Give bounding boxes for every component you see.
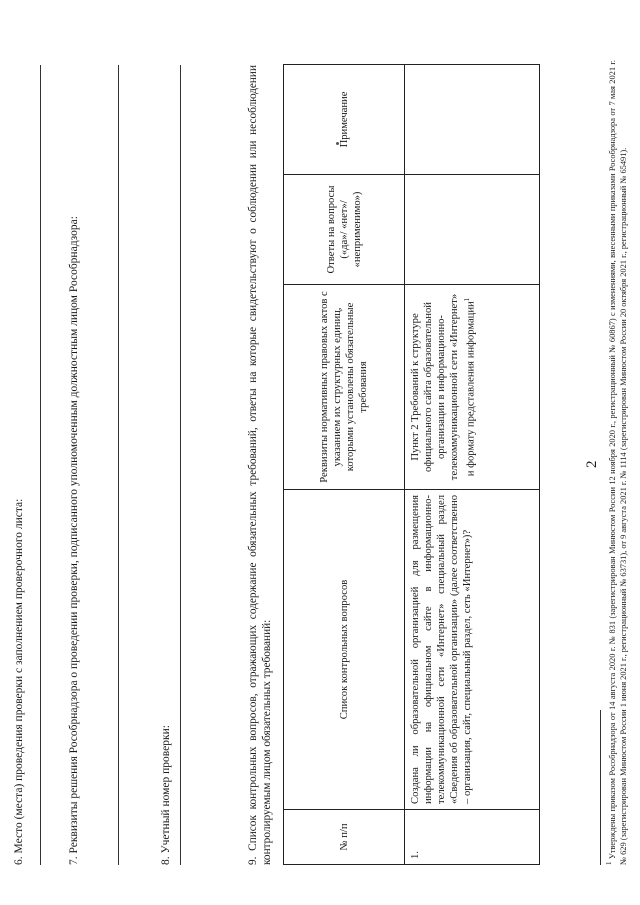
field-registration-number-line <box>180 65 181 865</box>
footnote-ref: 1 <box>463 297 471 302</box>
field-inspection-place-line <box>40 65 41 865</box>
field-decision-requisites-line <box>118 65 119 865</box>
footnote-marker: 1 <box>605 861 613 865</box>
scan-speck <box>336 142 339 145</box>
row-note-cell[interactable] <box>405 65 540 175</box>
field-decision-requisites-label: 7. Реквизиты решения Рособрнадзора о проведении проверки, подписанного уполномоченным должностным лицом Рособрнадзора: <box>68 216 80 865</box>
footnote-separator <box>600 710 601 865</box>
row-question: Создана ли образовательной организацией для размещения информации на официальном сайте в информационно-телекоммуникационной сети «Интернет» специальный раздел «Сведения об образовательной организации» (далее соответственно – организация, сайт, специальный раздел, сеть «Интернет»)? <box>405 490 540 810</box>
header-note: Примечание <box>284 65 405 175</box>
checklist-intro: 9. Список контрольных вопросов, отражающих содержание обязательных требований, ответы на которые свидетельствуют о соблюдении или несоблюдении контролируемым лицом обязательных требований: <box>247 65 273 865</box>
row-answer-cell[interactable] <box>405 175 540 285</box>
footnote <box>604 60 629 865</box>
header-requisites: Реквизиты нормативных правовых актов с указанием их структурных единиц, которыми установлены обязательные требования <box>284 285 405 490</box>
row-requisites <box>405 285 540 490</box>
header-answers: Ответы на вопросы («да»/ «нет»/ «неприменимо») <box>284 175 405 285</box>
field-registration-number-label: 8. Учетный номер проверки: <box>160 725 172 865</box>
checklist-table <box>283 64 540 865</box>
table-header-row <box>284 65 405 865</box>
footnote-text: Утверждены приказом Рособрнадзора от 14 августа 2020 г. № 831 (зарегистрирован Минюстом России 12 ноября 2020 г., регистрационный № 60867) с изменениями, внесенными приказами Рособрнадзора от 7 мая 2021 г. № 629 (зарегистрирован Минюстом России 1 июня 2021 г., регистрационный № 63731), от 9 августа 2021 г. № 1114 (зарегистрирован Минюстом России 20 октября 2021 г., регистрационный № 65491). <box>607 60 628 865</box>
table-row <box>405 65 540 865</box>
header-question: Список контрольных вопросов <box>284 490 405 810</box>
page-number: 2 <box>584 460 600 468</box>
row-number: 1. <box>405 810 540 865</box>
field-inspection-place-label: 6. Место (места) проведения проверки с заполнением проверочного листа: <box>13 498 25 865</box>
row-requisites-text: Пункт 2 Требований к структуре официального сайта образовательной организации в информационно-телекоммуникационной сети «Интернет» и формату представления информации <box>410 293 477 481</box>
header-number: № п/п <box>284 810 405 865</box>
